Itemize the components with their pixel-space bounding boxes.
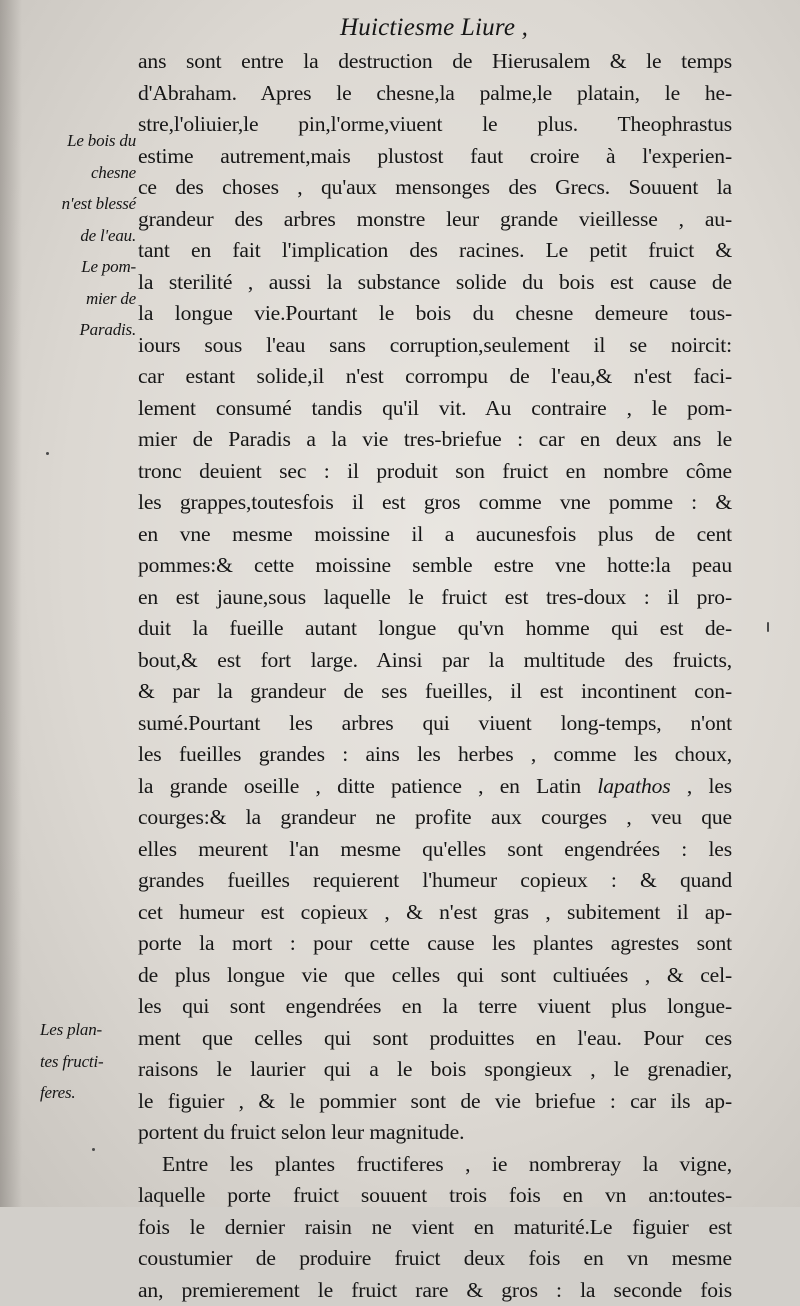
margin-note-pommier <box>28 251 136 346</box>
margin-note-chesne <box>28 125 136 251</box>
text-line: coustumier de produire fruict deux fois en vn mesme <box>138 1243 732 1275</box>
text-line: d'Abraham. Apres le chesne,la palme,le platain, le he- <box>138 78 732 110</box>
latin-term: lapathos <box>597 774 670 798</box>
text-line: Entre les plantes fructiferes , ie nombreray la vigne, <box>138 1149 732 1181</box>
text-line: sumé.Pourtant les arbres qui viuent long-temps, n'ont <box>138 708 732 740</box>
text-line: en vne mesme moissine il a aucunesfois plus de cent <box>138 519 732 551</box>
text-line: an, premierement le fruict rare & gros : la seconde fois <box>138 1275 732 1306</box>
page-gutter-shadow <box>0 0 22 1207</box>
text-line: tant en fait l'implication des racines. Le petit fruict & <box>138 235 732 267</box>
text-line: les grappes,toutesfois il est gros comme vne pomme : & <box>138 487 732 519</box>
margin-note-line: Paradis. <box>28 314 136 346</box>
text-line: la longue vie.Pourtant le bois du chesne demeure tous- <box>138 298 732 330</box>
text-line: bout,& est fort large. Ainsi par la multitude des fruicts, <box>138 645 732 677</box>
text-line: cet humeur est copieux , & n'est gras , subitement il ap- <box>138 897 732 929</box>
text-line: courges:& la grandeur ne profite aux courges , veu que <box>138 802 732 834</box>
text-line: ans sont entre la destruction de Hierusalem & le temps <box>138 46 732 78</box>
text-line: raisons le laurier qui a le bois spongieux , le grenadier, <box>138 1054 732 1086</box>
text-line: les fueilles grandes : ains les herbes , comme les choux, <box>138 739 732 771</box>
text-line: duit la fueille autant longue qu'vn homme qui est de- <box>138 613 732 645</box>
text-line: ment que celles qui sont produittes en l'eau. Pour ces <box>138 1023 732 1055</box>
text-line: & par la grandeur de ses fueilles, il est incontinent con- <box>138 676 732 708</box>
margin-note-line: n'est blessé <box>28 188 136 220</box>
margin-note-line: feres. <box>40 1077 148 1109</box>
text-line: elles meurent l'an mesme qu'elles sont engendrées : les <box>138 834 732 866</box>
text-line: tronc deuient sec : il produit son fruict en nombre côme <box>138 456 732 488</box>
text-line: porte la mort : pour cette cause les plantes agrestes sont <box>138 928 732 960</box>
ink-speck <box>92 1148 95 1151</box>
text-line: portent du fruict selon leur magnitude. <box>138 1117 732 1149</box>
text-line: car estant solide,il n'est corrompu de l'eau,& n'est faci- <box>138 361 732 393</box>
text-line: grandeur des arbres monstre leur grande vieillesse , au- <box>138 204 732 236</box>
margin-note-line: chesne <box>28 157 136 189</box>
margin-note-line: mier de <box>28 283 136 315</box>
margin-note-plantes <box>40 1014 148 1109</box>
margin-note-line: tes fructi- <box>40 1046 148 1078</box>
text-line: en est jaune,sous laquelle le fruict est tres-doux : il pro- <box>138 582 732 614</box>
text-line: le figuier , & le pommier sont de vie briefue : car ils ap- <box>138 1086 732 1118</box>
text-line: pommes:& cette moissine semble estre vne hotte:la peau <box>138 550 732 582</box>
text-line: iours sous l'eau sans corruption,seulement il se noircit: <box>138 330 732 362</box>
text-line: stre,l'oliuier,le pin,l'orme,viuent le plus. Theophrastus <box>138 109 732 141</box>
text-line: les qui sont engendrées en la terre viuent plus longue- <box>138 991 732 1023</box>
margin-note-line: de l'eau. <box>28 220 136 252</box>
text-line: de plus longue vie que celles qui sont cultiuées , & cel- <box>138 960 732 992</box>
text-line: estime autrement,mais plustost faut croire à l'experien- <box>138 141 732 173</box>
running-head: Huictiesme Liure , <box>340 14 528 42</box>
text-line-with-latin <box>138 771 732 803</box>
text-line: laquelle porte fruict souuent trois fois en vn an:toutes- <box>138 1180 732 1212</box>
text-segment: , les <box>671 774 732 798</box>
ink-speck <box>46 452 49 455</box>
margin-note-line: Le bois du <box>28 125 136 157</box>
margin-note-line: Le pom- <box>28 251 136 283</box>
ink-speck <box>767 622 769 632</box>
text-segment: la grande oseille , ditte patience , en Latin <box>138 774 581 798</box>
text-line: lement consumé tandis qu'il vit. Au contraire , le pom- <box>138 393 732 425</box>
text-line: fois le dernier raisin ne vient en maturité.Le figuier est <box>138 1212 732 1244</box>
text-line: la sterilité , aussi la substance solide du bois est cause de <box>138 267 732 299</box>
text-line: ce des choses , qu'aux mensonges des Grecs. Souuent la <box>138 172 732 204</box>
text-line: mier de Paradis a la vie tres-briefue : car en deux ans le <box>138 424 732 456</box>
margin-note-line: Les plan- <box>40 1014 148 1046</box>
body-text <box>138 46 732 1306</box>
text-line: grandes fueilles requierent l'humeur copieux : & quand <box>138 865 732 897</box>
